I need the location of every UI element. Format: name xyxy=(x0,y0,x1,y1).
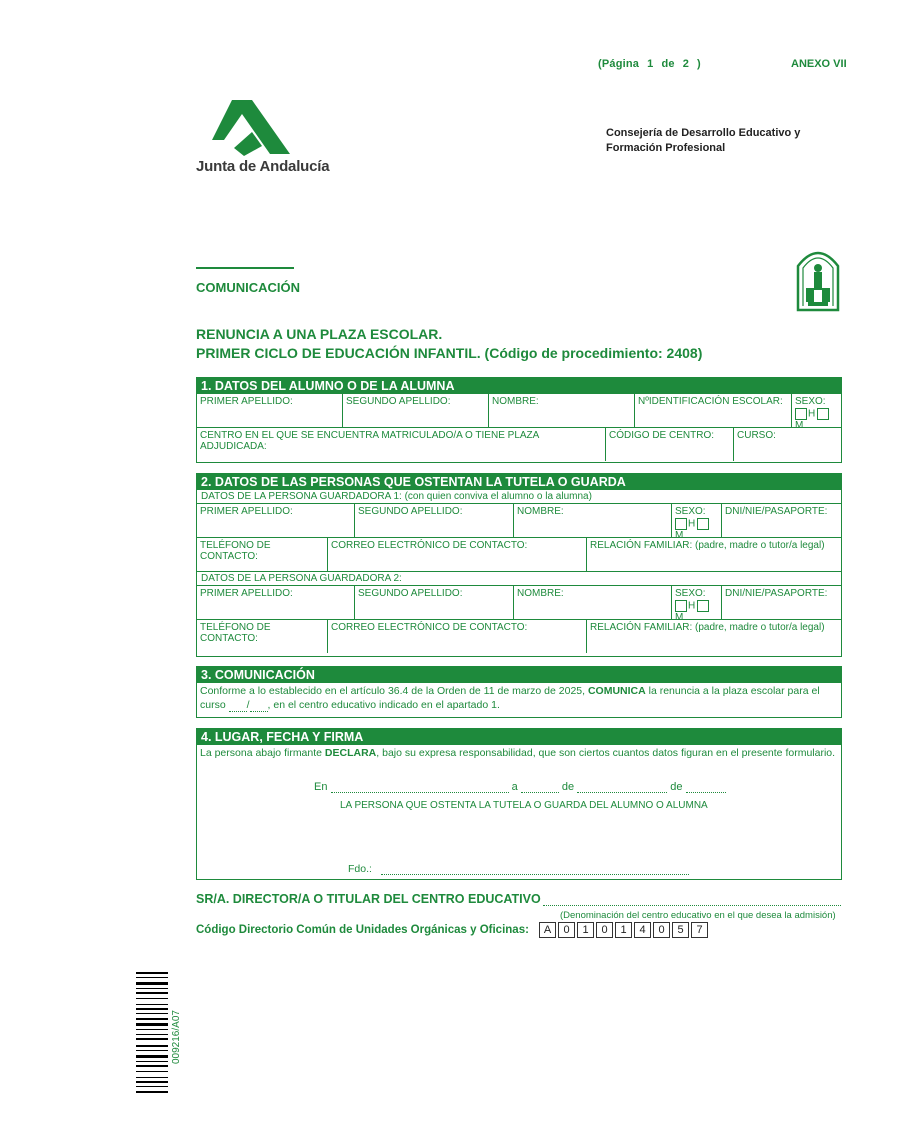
label: SEXO: xyxy=(795,396,826,407)
label: TELÉFONO DE CONTACTO: xyxy=(200,622,271,644)
section-2-title: 2. DATOS DE LAS PERSONAS QUE OSTENTAN LA TUTELA O GUARDA xyxy=(197,474,841,490)
course-year-start-field[interactable] xyxy=(229,698,247,712)
guardian1-sex-field xyxy=(672,504,722,541)
declaration-text xyxy=(197,745,841,762)
sex-h-checkbox[interactable] xyxy=(795,408,807,420)
place-date-line xyxy=(314,780,726,793)
label: SEGUNDO APELLIDO: xyxy=(358,588,463,599)
label: DNI/NIE/PASAPORTE: xyxy=(725,588,828,599)
text: Conforme a lo establecido en el artículo 36.4 de la Orden de 11 de marzo de 2025, xyxy=(200,685,588,697)
label: SEGUNDO APELLIDO: xyxy=(346,396,451,407)
signature-field[interactable] xyxy=(381,862,689,875)
guardian1-name-field[interactable] xyxy=(514,504,672,537)
guardian-1-heading: DATOS DE LA PERSONA GUARDADORA 1: (con quien conviva el alumno o la alumna) xyxy=(201,491,592,502)
label: RELACIÓN FAMILIAR: (padre, madre o tutor/a legal) xyxy=(590,540,825,551)
fdo-label: Fdo.: xyxy=(348,863,372,875)
place-field[interactable] xyxy=(331,780,509,793)
barcode-number: 009216/A07 xyxy=(171,1010,182,1064)
de-label: de xyxy=(561,781,575,793)
sex-h-checkbox[interactable] xyxy=(675,518,687,530)
page-open: (Página xyxy=(598,58,640,70)
annex-label: ANEXO VII xyxy=(791,58,847,70)
code-digit: 0 xyxy=(653,922,670,938)
label: CORREO ELECTRÓNICO DE CONTACTO: xyxy=(331,540,528,551)
sex-m-checkbox[interactable] xyxy=(697,518,709,530)
course-year-end-field[interactable] xyxy=(250,698,268,712)
label: NºIDENTIFICACIÓN ESCOLAR: xyxy=(638,396,783,407)
label: NOMBRE: xyxy=(517,506,564,517)
title-line-2: PRIMER CICLO DE EDUCACIÓN INFANTIL. (Código de procedimiento: 2408) xyxy=(196,345,703,361)
label: M xyxy=(675,612,684,623)
guardian1-email-field[interactable] xyxy=(328,538,587,571)
label: M xyxy=(795,420,804,431)
department-line-1: Consejería de Desarrollo Educativo y xyxy=(606,127,801,139)
dir3-code-boxes xyxy=(539,922,710,938)
department-name xyxy=(606,126,800,156)
label: DNI/NIE/PASAPORTE: xyxy=(725,506,828,517)
label: NOMBRE: xyxy=(492,396,539,407)
section-communication xyxy=(196,666,842,718)
code-digit: 1 xyxy=(577,922,594,938)
section-4-title: 4. LUGAR, FECHA Y FIRMA xyxy=(197,729,841,745)
guardian1-relationship-field[interactable] xyxy=(587,538,840,571)
page-indicator xyxy=(594,58,705,70)
text: La persona abajo firmante xyxy=(200,747,325,759)
student-first-surname-field[interactable] xyxy=(197,394,343,427)
month-field[interactable] xyxy=(577,780,667,793)
dir3-code-label: Código Directorio Común de Unidades Orgánicas y Oficinas: xyxy=(196,924,529,936)
label: SEXO: xyxy=(675,588,706,599)
day-field[interactable] xyxy=(521,780,559,793)
section-student xyxy=(196,377,842,463)
label: CÓDIGO DE CENTRO: xyxy=(609,430,715,441)
label: RELACIÓN FAMILIAR: (padre, madre o tutor/a legal) xyxy=(590,622,825,633)
student-sex-field xyxy=(792,394,840,431)
year-field[interactable] xyxy=(686,780,726,793)
communication-text xyxy=(197,683,841,714)
comunica-keyword: COMUNICA xyxy=(587,685,646,697)
guardian1-second-surname-field[interactable] xyxy=(355,504,514,537)
code-digit: A xyxy=(539,922,556,938)
section-signature xyxy=(196,728,842,880)
page-number: 1 xyxy=(647,58,654,70)
guardian2-dni-field[interactable] xyxy=(722,586,840,619)
section-guardians xyxy=(196,473,842,657)
sex-h-checkbox[interactable] xyxy=(675,600,687,612)
guardian1-dni-field[interactable] xyxy=(722,504,840,537)
label: H xyxy=(688,518,696,530)
barcode-icon xyxy=(136,972,168,1094)
code-digit: 7 xyxy=(691,922,708,938)
en-label: En xyxy=(314,781,328,793)
sex-m-checkbox[interactable] xyxy=(697,600,709,612)
guardian1-first-surname-field[interactable] xyxy=(197,504,355,537)
student-name-field[interactable] xyxy=(489,394,635,427)
declara-keyword: DECLARA xyxy=(324,747,377,759)
guardian2-phone-field[interactable] xyxy=(197,620,328,653)
school-name-field[interactable] xyxy=(543,905,841,906)
label: PRIMER APELLIDO: xyxy=(200,506,293,517)
course-slash: / xyxy=(246,699,250,711)
guardian2-first-surname-field[interactable] xyxy=(197,586,355,619)
text: la renuncia a la plaza escolar para el xyxy=(645,685,820,697)
andalucia-seal-icon xyxy=(794,244,842,312)
guardian2-name-field[interactable] xyxy=(514,586,672,619)
code-digit: 4 xyxy=(634,922,651,938)
guardian2-email-field[interactable] xyxy=(328,620,587,653)
a-label: a xyxy=(511,781,518,793)
code-digit: 1 xyxy=(615,922,632,938)
guardian2-relationship-field[interactable] xyxy=(587,620,840,653)
label: CORREO ELECTRÓNICO DE CONTACTO: xyxy=(331,622,528,633)
guardian2-second-surname-field[interactable] xyxy=(355,586,514,619)
section-1-title: 1. DATOS DEL ALUMNO O DE LA ALUMNA xyxy=(197,378,841,394)
guardian1-phone-field[interactable] xyxy=(197,538,328,571)
text: , bajo su expresa responsabilidad, que son ciertos cuantos datos figuran en el presente formulario. xyxy=(376,747,836,759)
label: TELÉFONO DE CONTACTO: xyxy=(200,540,271,562)
student-center-code-field[interactable] xyxy=(606,428,734,461)
guardian2-sex-field xyxy=(672,586,722,623)
guardian-2-heading: DATOS DE LA PERSONA GUARDADORA 2: xyxy=(197,571,841,585)
code-digit: 5 xyxy=(672,922,689,938)
page-close: ) xyxy=(697,58,701,70)
student-school-id-field[interactable] xyxy=(635,394,792,427)
title-line-1: RENUNCIA A UNA PLAZA ESCOLAR. xyxy=(196,326,443,342)
sex-m-checkbox[interactable] xyxy=(817,408,829,420)
student-course-field[interactable] xyxy=(734,428,840,461)
label: M xyxy=(675,530,684,541)
code-digit: 0 xyxy=(596,922,613,938)
label: CENTRO EN EL QUE SE ENCUENTRA MATRICULADO/A O TIENE PLAZA ADJUDICADA: xyxy=(200,430,539,452)
text: , en el centro educativo indicado en el apartado 1. xyxy=(267,699,500,711)
addressee: SR/A. DIRECTOR/A O TITULAR DEL CENTRO EDUCATIVO xyxy=(196,892,541,906)
student-second-surname-field[interactable] xyxy=(343,394,489,427)
document-type: COMUNICACIÓN xyxy=(196,280,300,295)
code-digit: 0 xyxy=(558,922,575,938)
label: H xyxy=(688,600,696,612)
label: SEXO: xyxy=(675,506,706,517)
section-3-title: 3. COMUNICACIÓN xyxy=(197,667,841,683)
title-rule xyxy=(196,267,294,269)
department-line-2: Formación Profesional xyxy=(606,142,726,154)
label: H xyxy=(808,408,816,420)
logo-text: Junta de Andalucía xyxy=(196,158,330,175)
school-name-caption: (Denominación del centro educativo en el que desea la admisión) xyxy=(560,910,836,921)
label: NOMBRE: xyxy=(517,588,564,599)
page-total: 2 xyxy=(682,58,690,70)
page-of: de xyxy=(661,58,675,70)
label: PRIMER APELLIDO: xyxy=(200,588,293,599)
signature-line xyxy=(348,862,689,875)
label: PRIMER APELLIDO: xyxy=(200,396,293,407)
signer-caption: LA PERSONA QUE OSTENTA LA TUTELA O GUARDA DEL ALUMNO O ALUMNA xyxy=(340,800,708,811)
course-label: curso xyxy=(200,699,226,711)
de-label: de xyxy=(670,781,683,793)
student-center-field[interactable] xyxy=(197,428,606,461)
label: SEGUNDO APELLIDO: xyxy=(358,506,463,517)
document-title xyxy=(196,325,702,363)
label: CURSO: xyxy=(737,430,776,441)
